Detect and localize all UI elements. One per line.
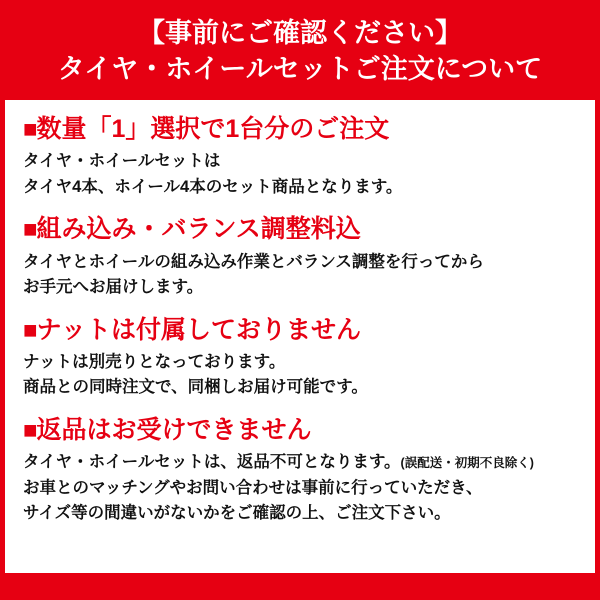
bullet-square-icon: ■ [23,316,37,344]
section-body-line: 商品との同時注文で、同梱しお届け可能です。 [23,378,368,397]
page-header [5,5,595,100]
section-title [23,315,579,346]
notice-content [5,100,595,527]
section-body-line: タイヤ4本、ホイール4本のセット商品となります。 [23,177,403,196]
section-body-line: サイズ等の間違いがないかをご確認の上、ご注文下さい。 [23,504,451,523]
bottom-red-band [5,573,595,595]
notice-section-returns [23,415,579,527]
section-body-line: タイヤ・ホイールセットは [23,152,221,171]
section-body-line: お車とのマッチングやお問い合わせは事前に行っていただき、 [23,478,483,497]
section-body [23,149,579,200]
section-body-line: ナットは別売りとなっております。 [23,352,286,371]
section-title [23,214,579,245]
section-body [23,250,579,301]
section-body [23,350,579,401]
bullet-square-icon: ■ [23,216,37,244]
section-title [23,415,579,446]
section-title [23,114,579,145]
bullet-square-icon: ■ [23,417,37,444]
section-body-line [23,450,579,476]
section-title-text: 返品はお受けできません [36,416,312,444]
section-body-line: タイヤとホイールの組み込み作業とバランス調整を行ってから [23,252,484,271]
section-title-text: 数量「1」選択で1台分のご注文 [36,114,390,143]
notice-section-assembly [23,214,579,300]
notice-section-quantity [23,114,579,200]
section-body [23,450,579,527]
section-body-line-text: タイヤ・ホイールセットは、返品不可となります。 [23,453,401,472]
notice-section-nuts [23,315,579,401]
section-title-text: 組み込み・バランス調整料込 [36,215,361,244]
section-body-note: (誤配送・初期不良除く) [400,456,534,471]
header-title-line2: タイヤ・ホイールセットご注文について [57,54,543,85]
header-title-line1: 【事前にご確認ください】 [138,18,462,48]
section-title-text: ナットは付属しておりません [36,315,362,344]
section-body-line: お手元へお届けします。 [23,278,204,297]
bullet-square-icon: ■ [23,115,37,143]
